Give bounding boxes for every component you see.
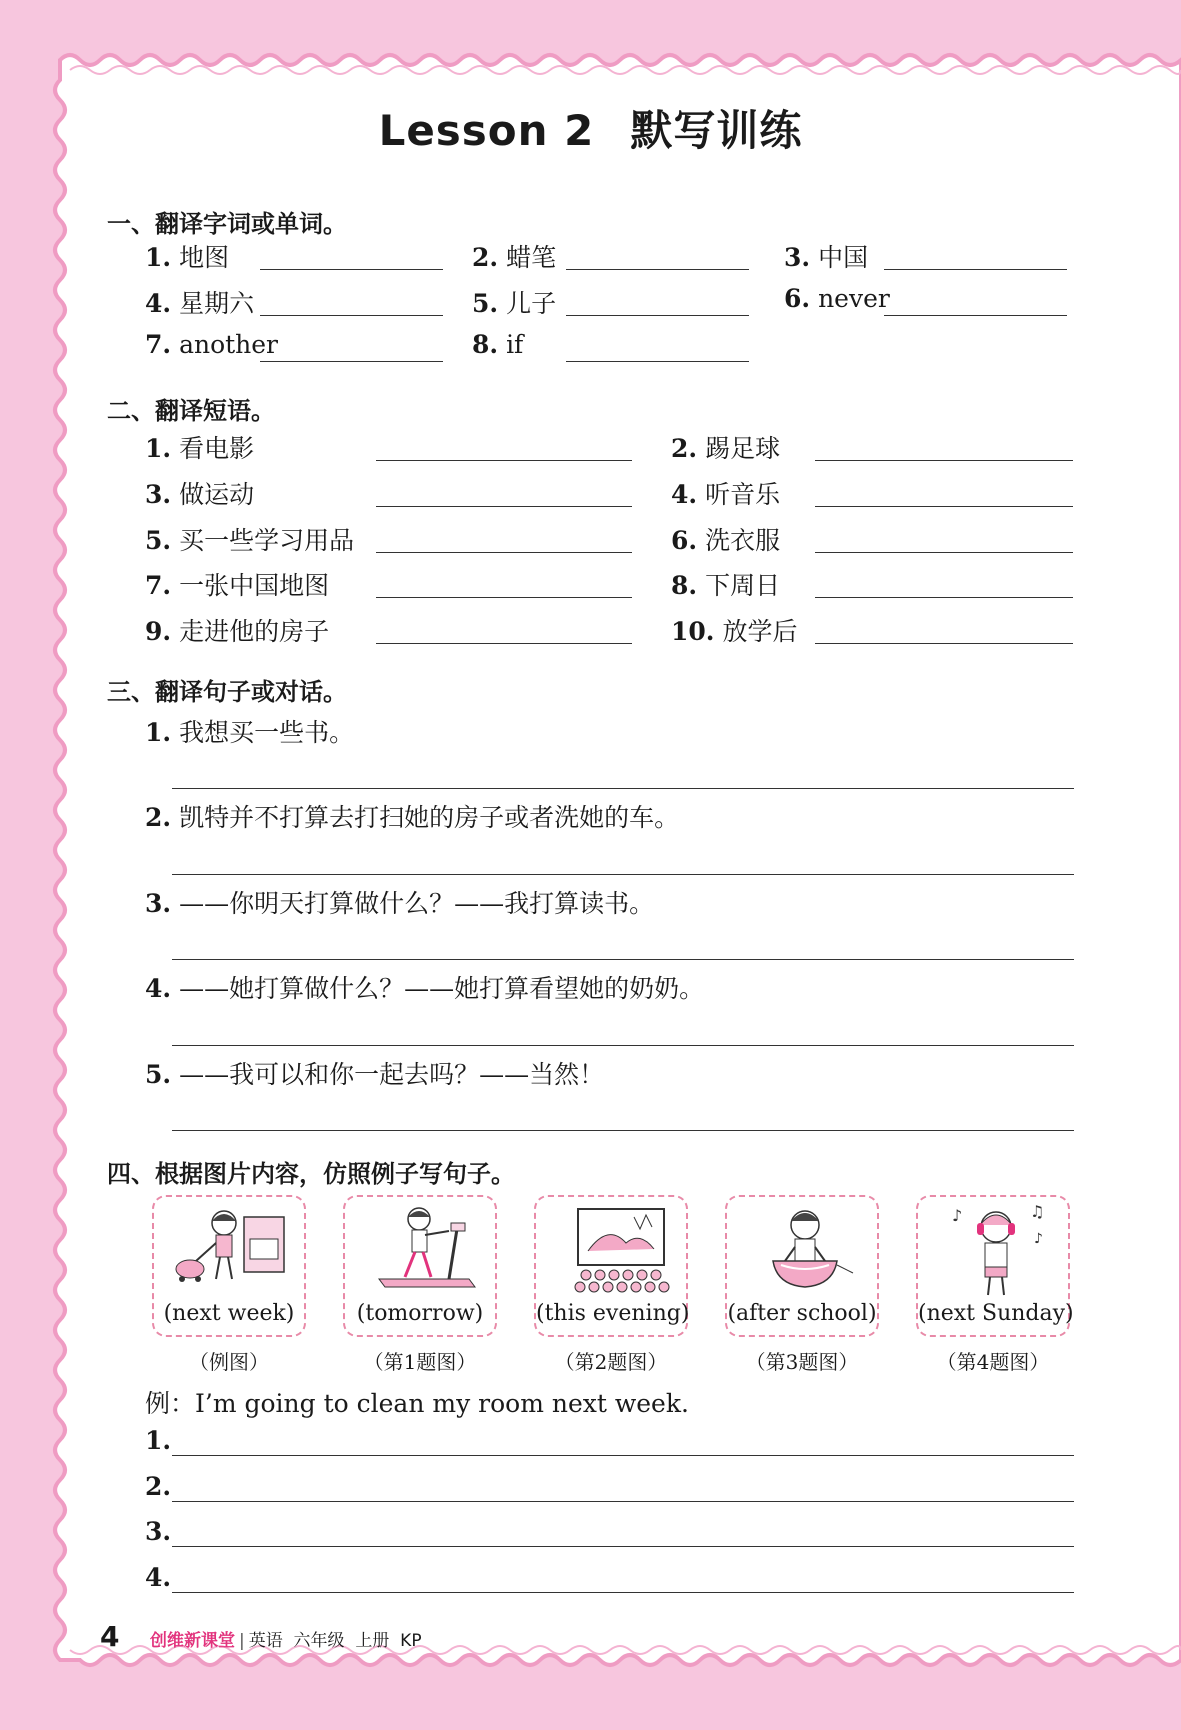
s4-answer-label-2: 2. xyxy=(145,1472,172,1501)
s2-item-10: 10. 放学后 xyxy=(671,617,798,646)
lesson-subtitle: 默写训练 xyxy=(630,106,803,155)
s2-blank-5[interactable] xyxy=(376,552,632,553)
figure-label: （例图） xyxy=(189,1350,269,1374)
picture-caption: (next week) xyxy=(163,1301,295,1326)
s4-answer-line-3[interactable] xyxy=(172,1546,1074,1547)
s2-item-6: 6. 洗衣服 xyxy=(671,526,781,555)
s3-item-1: 1. 我想买一些书。 xyxy=(145,718,355,747)
picture-caption: (after school) xyxy=(727,1301,877,1326)
s3-answer-line-1[interactable] xyxy=(172,788,1074,789)
s2-blank-8[interactable] xyxy=(815,597,1073,598)
lesson-name: Lesson 2 xyxy=(378,106,595,155)
s2-blank-3[interactable] xyxy=(376,506,632,507)
s3-item-4: 4. ——她打算做什么？——她打算看望她的奶奶。 xyxy=(145,974,705,1003)
s2-item-9: 9. 走进他的房子 xyxy=(145,617,330,646)
s2-item-4: 4. 听音乐 xyxy=(671,480,781,509)
cleaning-boy-icon xyxy=(166,1203,296,1299)
footer-info: 创维新课堂 | 英语 六年级 上册 KP xyxy=(150,1631,422,1651)
picture-card-2 xyxy=(534,1195,688,1337)
page-number: 4 xyxy=(100,1620,120,1653)
picture-card-example xyxy=(152,1195,306,1337)
section-2-heading: 二、翻译短语。 xyxy=(107,397,275,425)
s4-answer-line-1[interactable] xyxy=(172,1455,1074,1456)
s3-item-5: 5. ——我可以和你一起去吗？——当然！ xyxy=(145,1060,605,1089)
s1-item-7: 7. another xyxy=(145,330,279,359)
picture-caption: (next Sunday) xyxy=(918,1301,1074,1326)
footer-volume: 上册 xyxy=(355,1631,390,1651)
s2-item-7: 7. 一张中国地图 xyxy=(145,571,330,600)
section-4-heading: 四、根据图片内容，仿照例子写句子。 xyxy=(107,1160,515,1188)
footer-grade: 六年级 xyxy=(293,1631,345,1651)
s2-blank-2[interactable] xyxy=(815,460,1073,461)
s2-item-3: 3. 做运动 xyxy=(145,480,255,509)
svg-text:♫: ♫ xyxy=(1030,1203,1045,1221)
s4-answer-line-4[interactable] xyxy=(172,1592,1074,1593)
s2-blank-6[interactable] xyxy=(815,552,1073,553)
s3-answer-line-5[interactable] xyxy=(172,1130,1074,1131)
s4-answer-label-1: 1. xyxy=(145,1426,172,1455)
s1-blank-1[interactable] xyxy=(260,269,443,270)
s1-blank-3[interactable] xyxy=(884,269,1067,270)
s1-item-2: 2. 蜡笔 xyxy=(472,243,557,272)
s1-blank-8[interactable] xyxy=(566,361,749,362)
figure-label: （第1题图） xyxy=(363,1350,477,1374)
washing-boy-icon xyxy=(739,1203,869,1299)
s2-blank-9[interactable] xyxy=(376,643,632,644)
s4-answer-line-2[interactable] xyxy=(172,1501,1074,1502)
s1-item-1: 1. 地图 xyxy=(145,243,230,272)
footer-edition: KP xyxy=(400,1631,422,1651)
s1-item-4: 4. 星期六 xyxy=(145,289,255,318)
treadmill-girl-icon xyxy=(357,1203,487,1299)
footer-subject: 英语 xyxy=(248,1631,283,1651)
s2-blank-1[interactable] xyxy=(376,460,632,461)
s3-item-3: 3. ——你明天打算做什么？——我打算读书。 xyxy=(145,889,655,918)
s1-item-8: 8. if xyxy=(472,330,524,359)
s1-blank-2[interactable] xyxy=(566,269,749,270)
s1-blank-7[interactable] xyxy=(260,361,443,362)
picture-caption: (this evening) xyxy=(536,1301,690,1326)
s2-item-5: 5. 买一些学习用品 xyxy=(145,526,355,555)
cinema-screen-icon xyxy=(548,1203,678,1299)
s2-blank-4[interactable] xyxy=(815,506,1073,507)
figure-label: （第3题图） xyxy=(745,1350,859,1374)
s1-item-3: 3. 中国 xyxy=(784,243,869,272)
picture-caption: (tomorrow) xyxy=(356,1301,484,1326)
s2-item-2: 2. 踢足球 xyxy=(671,434,781,463)
figure-label: （第2题图） xyxy=(554,1350,668,1374)
s1-item-5: 5. 儿子 xyxy=(472,289,557,318)
music-girl-icon xyxy=(930,1203,1060,1299)
picture-card-4 xyxy=(916,1195,1074,1337)
s2-item-1: 1. 看电影 xyxy=(145,434,255,463)
figure-label: （第4题图） xyxy=(936,1350,1050,1374)
svg-text:♪: ♪ xyxy=(1034,1231,1043,1247)
s3-item-2: 2. 凯特并不打算去打扫她的房子或者洗她的车。 xyxy=(145,803,680,832)
s3-answer-line-2[interactable] xyxy=(172,874,1074,875)
brand-name: 创维新课堂 xyxy=(150,1631,235,1651)
page-title xyxy=(0,98,1181,158)
s4-answer-label-3: 3. xyxy=(145,1517,172,1546)
s2-blank-7[interactable] xyxy=(376,597,632,598)
example-sentence: 例：I’m going to clean my room next week. xyxy=(145,1389,689,1418)
s1-blank-4[interactable] xyxy=(260,315,443,316)
s4-answer-label-4: 4. xyxy=(145,1563,172,1592)
section-1-heading: 一、翻译字词或单词。 xyxy=(107,210,347,238)
picture-card-1 xyxy=(343,1195,497,1337)
s3-answer-line-4[interactable] xyxy=(172,1045,1074,1046)
picture-card-3 xyxy=(725,1195,879,1337)
s1-item-6: 6. never xyxy=(784,284,890,313)
section-3-heading: 三、翻译句子或对话。 xyxy=(107,678,347,706)
s1-blank-5[interactable] xyxy=(566,315,749,316)
svg-text:♪: ♪ xyxy=(952,1206,963,1225)
s3-answer-line-3[interactable] xyxy=(172,959,1074,960)
s1-blank-6[interactable] xyxy=(884,315,1067,316)
s2-item-8: 8. 下周日 xyxy=(671,571,781,600)
s2-blank-10[interactable] xyxy=(815,643,1073,644)
